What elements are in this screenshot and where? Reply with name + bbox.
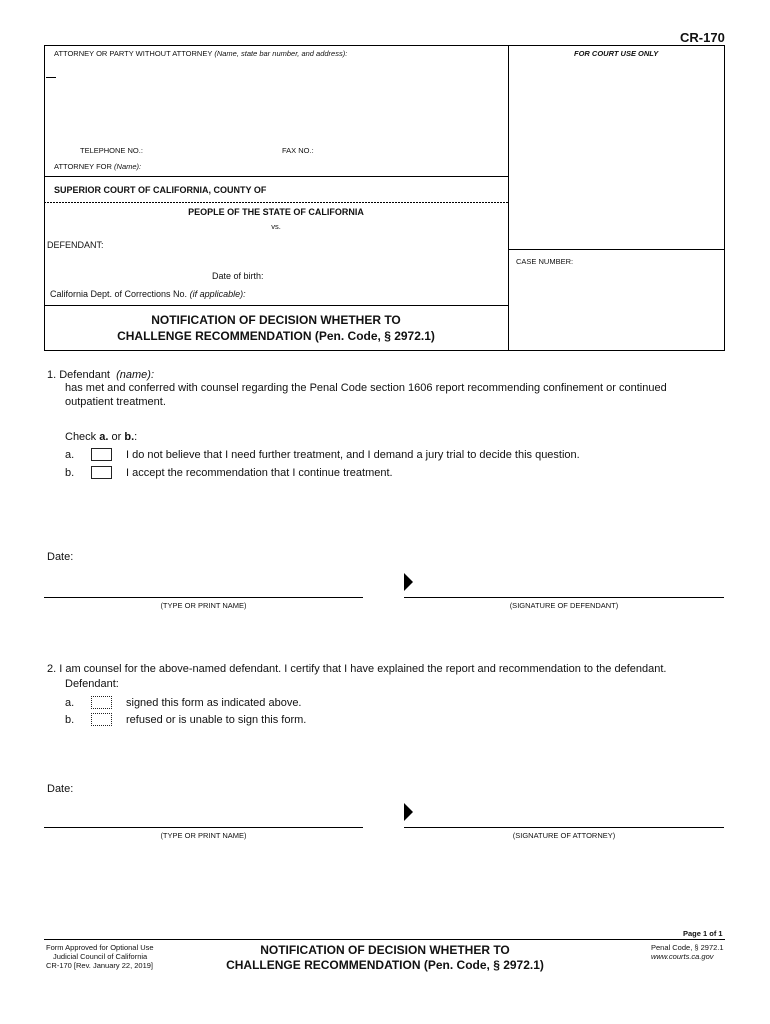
option-b-text: I accept the recommendation that I continue treatment. [126,467,393,479]
section1-name-caption: (TYPE OR PRINT NAME) [160,601,247,610]
attorney-for-label: ATTORNEY FOR (Name): [54,162,142,171]
section1-date-field[interactable] [80,548,360,562]
section2-name-line[interactable] [44,827,363,828]
court-top-line [44,176,508,177]
county-field[interactable] [300,181,505,197]
header-bottom-border [44,350,725,351]
footer-code-ref: Penal Code, § 2972.1 [651,943,724,952]
defendant-name-field[interactable] [166,366,716,380]
signed-form-checkbox[interactable] [91,696,112,709]
defendant-signature-caption: (SIGNATURE OF DEFENDANT) [509,601,619,610]
section2-line1: 2. I am counsel for the above-named defendant. I certify that I have explained the report and recommendation to the defendant. [47,663,667,675]
dob-label: Date of birth: [212,271,264,281]
vs-caption: vs. [271,222,281,231]
section1-body-line2: outpatient treatment. [65,396,166,408]
section2-line2: Defendant: [65,678,119,690]
dob-field[interactable] [274,267,504,281]
footer-rule [44,939,725,940]
refused-to-sign-checkbox[interactable] [91,713,112,726]
attorney-input-area[interactable] [46,60,506,140]
page-number: Page 1 of 1 [683,929,723,938]
attorney-signature-arrow-icon [404,803,413,821]
cdc-field[interactable] [285,285,505,299]
option-a-letter: a. [65,449,75,461]
fax-field[interactable] [318,142,503,156]
s2-option-b-letter: b. [65,714,75,726]
telephone-field[interactable] [140,142,270,156]
section2-name-caption: (TYPE OR PRINT NAME) [160,831,247,840]
s2-option-b-text: refused or is unable to sign this form. [126,714,307,726]
title-top-line [44,305,508,306]
attorney-for-field[interactable] [150,158,505,172]
section2-date-label: Date: [47,783,74,795]
form-title-line1: NOTIFICATION OF DECISION WHETHER TO [151,313,401,327]
footer-title-line2: CHALLENGE RECOMMENDATION (Pen. Code, § 2972.1) [226,958,544,972]
cdc-label: California Dept. of Corrections No. (if applicable): [50,289,246,299]
section1-date-label: Date: [47,551,74,563]
signature-arrow-icon [404,573,413,591]
option-b-letter: b. [65,467,75,479]
footer-approved-line1: Form Approved for Optional Use [46,943,154,952]
attorney-signature-line[interactable] [404,827,724,828]
case-number-label: CASE NUMBER: [516,257,574,266]
s2-option-a-text: signed this form as indicated above. [126,697,302,709]
s2-option-a-letter: a. [65,697,75,709]
form-title-line2: CHALLENGE RECOMMENDATION (Pen. Code, § 2972.1) [117,329,435,343]
section2-date-field[interactable] [80,780,360,794]
court-use-area [510,60,722,248]
footer-approved-line2: Judicial Council of California [53,952,148,961]
court-use-label: FOR COURT USE ONLY [574,49,659,58]
fax-label: FAX NO.: [282,146,314,155]
people-caption: PEOPLE OF THE STATE OF CALIFORNIA [188,207,364,217]
header-center-divider [508,45,509,350]
attorney-name-dash [46,77,56,78]
court-name-label: SUPERIOR COURT OF CALIFORNIA, COUNTY OF [54,185,267,195]
check-instruction: Check a. or b.: [65,431,138,443]
defendant-signature-line[interactable] [404,597,724,598]
form-number: CR-170 [680,30,725,45]
option-a-text: I do not believe that I need further treatment, and I demand a jury trial to decide this question. [126,449,580,461]
case-number-top-line [508,249,725,250]
footer-website-link[interactable]: www.courts.ca.gov [651,952,714,961]
case-number-field[interactable] [512,266,722,346]
footer-approved-line3: CR-170 [Rev. January 22, 2019] [46,961,154,970]
court-bottom-line [44,202,508,203]
section1-name-line[interactable] [44,597,363,598]
section1-body-line1: has met and conferred with counsel regarding the Penal Code section 1606 report recommending confinement or continued [65,382,667,394]
header-right-border [724,45,725,350]
attorney-field-label: ATTORNEY OR PARTY WITHOUT ATTORNEY (Name, state bar number, and address): [54,49,348,58]
section1-intro: 1. Defendant (name): [47,369,155,381]
telephone-label: TELEPHONE NO.: [80,146,143,155]
demand-jury-trial-checkbox[interactable] [91,448,112,461]
accept-recommendation-checkbox[interactable] [91,466,112,479]
footer-title-line1: NOTIFICATION OF DECISION WHETHER TO [260,943,510,957]
defendant-field[interactable] [110,237,505,253]
header-top-border [44,45,724,46]
attorney-signature-caption: (SIGNATURE OF ATTORNEY) [512,831,616,840]
defendant-label: DEFENDANT: [47,240,104,250]
